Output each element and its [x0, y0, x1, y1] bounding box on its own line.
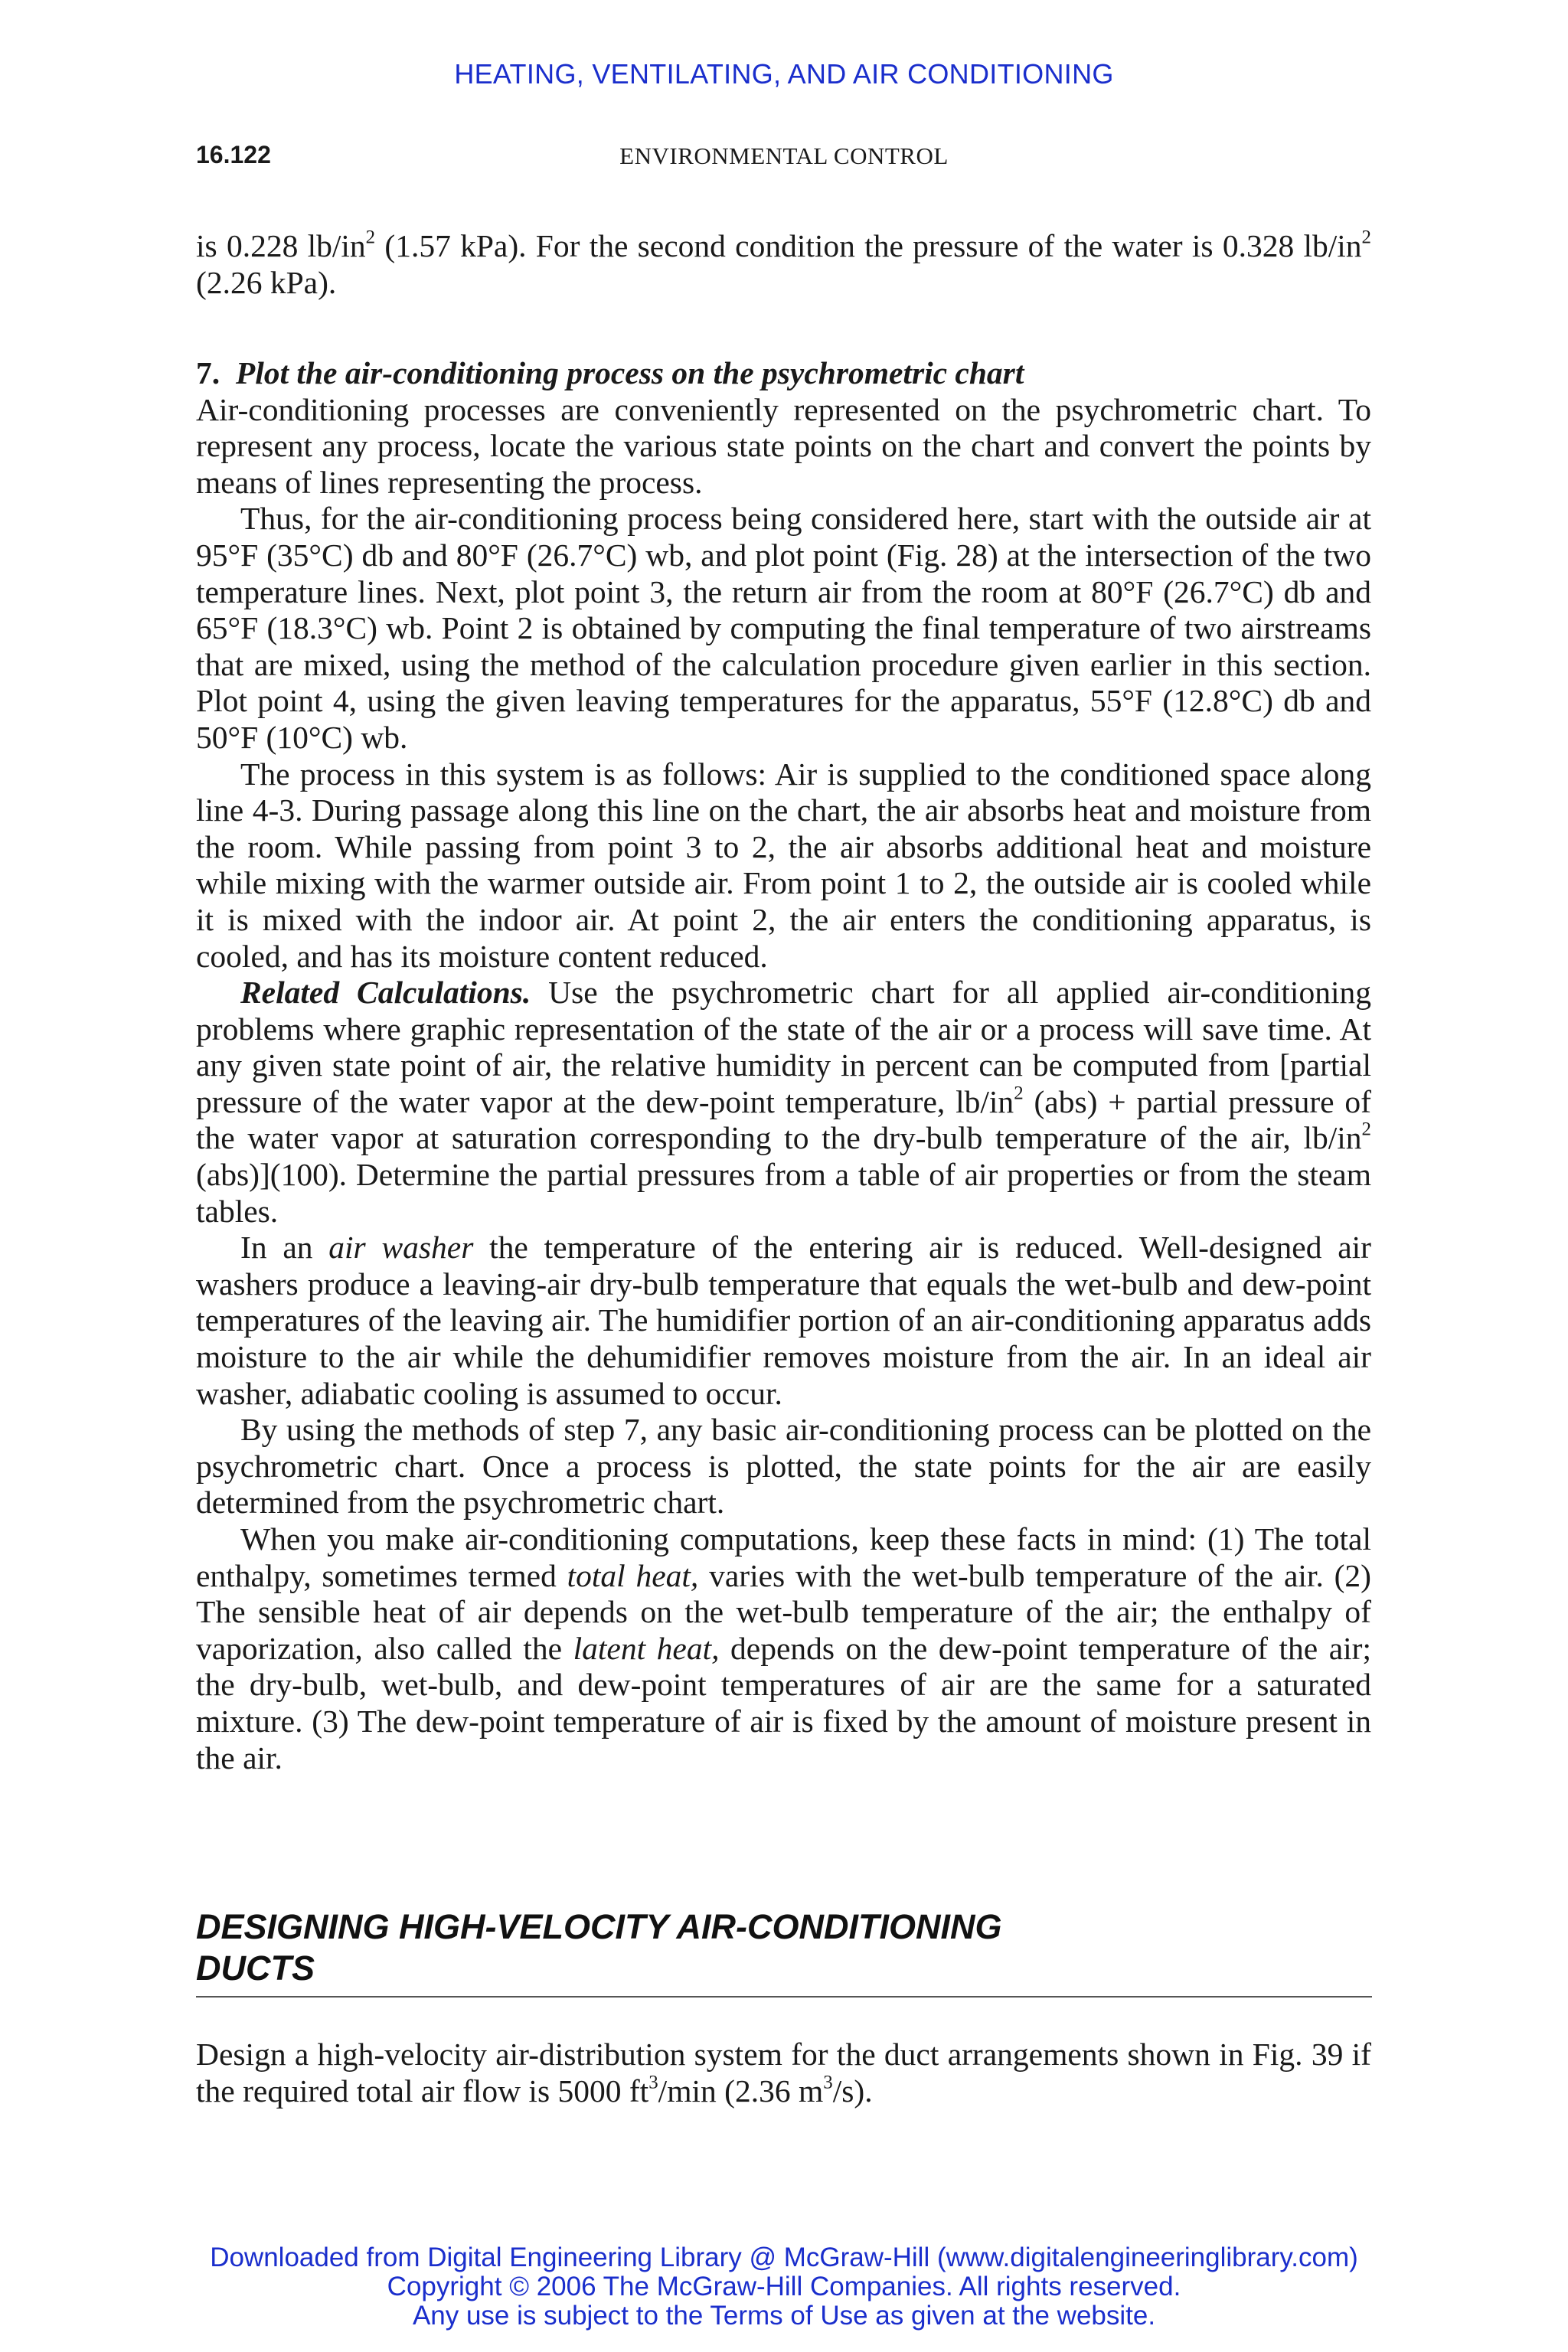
methods-paragraph: By using the methods of step 7, any basic air-conditioning process can be plotted on the psychrometric chart. Once a process is plotted, the state points for the air are easily determined from the psychrometric chart. — [196, 1412, 1371, 1521]
step-7-paragraph-3: The process in this system is as follows: Air is supplied to the conditioned space along line 4-3. During passage along this line on the chart, the air absorbs heat and moisture from the room. While passing from point 3 to 2, the air absorbs additional heat and moisture while mixing with the warmer outside air. From point 1 to 2, the outside air is cooled while it is mixed with the indoor air. At point 2, the air enters the conditioning apparatus, is cooled, and has its moisture content reduced. — [196, 756, 1371, 974]
step-7-block — [196, 355, 1371, 1776]
page-header — [196, 141, 1372, 175]
related-calculations-lead: Related Calculations. — [240, 975, 531, 1011]
section-intro-paragraph: Design a high-velocity air-distribution system for the duct arrangements shown in Fig. 39 if the required total air flow is 5000 $ft^3/\min$ (2.36 $m^3/s$). — [196, 2037, 1371, 2109]
footer-terms-line: Any use is subject to the Terms of Use as given at the website. — [412, 2301, 1156, 2331]
intro-paragraph: is 0.228 $lb/in^2$ (1.57 kPa). For the second condition the pressure of the water is 0.328 $lb/in^2$ (2.26 kPa). — [196, 227, 1371, 300]
download-footer — [0, 2243, 1568, 2331]
footer-download-line: Downloaded from Digital Engineering Library @ McGraw-Hill (www.digitalengineeringlibrary.com) — [210, 2243, 1358, 2272]
related-calculations-paragraph: Related Calculations. Use the psychrometric chart for all applied air-conditioning problems where graphic representation of the state of the air or a process will save time. At any given state point of air, the relative humidity in percent can be computed from [partial pressure of the water vapor at the dew-point temperature, $lb/in^2$ (abs) + partial pressure of the water vapor at saturation corresponding to the dry-bulb temperature of the air, $lb/in^2$ (abs)](100). Determine the partial pressures from a table of air properties or from the steam tables. — [196, 975, 1371, 1229]
page-number: 16.122 — [196, 141, 271, 168]
section-divider — [196, 1996, 1372, 1998]
step-7-heading: 7. Plot the air-conditioning process on the psychrometric chart — [196, 355, 1024, 390]
footer-copyright-line: Copyright © 2006 The McGraw-Hill Companies. All rights reserved. — [387, 2272, 1181, 2301]
step-7-paragraph-2: Thus, for the air-conditioning process being considered here, start with the outside air at 95°F (35°C) db and 80°F (26.7°C) wb, and plot point (Fig. 28) at the intersection of the two temperature lines. Next, plot point 3, the return air from the room at 80°F (26.7°C) db and 65°F (18.3°C) wb. Point 2 is obtained by computing the final temperature of two airstreams that are mixed, using the method of the calculation procedure given earlier in this section. Plot point 4, using the given leaving temperatures for the apparatus, 55°F (12.8°C) db and 50°F (10°C) wb. — [196, 501, 1371, 755]
step-7-paragraph-1: Air-conditioning processes are conveniently represented on the psychrometric chart. To represent any process, locate the various state points on the chart and convert the points by means of lines representing the process. — [196, 391, 1371, 500]
section-title: DESIGNING HIGH-VELOCITY AIR-CONDITIONING DUCTS — [196, 1907, 1002, 1988]
running-head: ENVIRONMENTAL CONTROL — [619, 142, 949, 169]
chapter-title: HEATING, VENTILATING, AND AIR CONDITIONING — [454, 58, 1114, 90]
facts-paragraph: When you make air-conditioning computations, keep these facts in mind: (1) The total enthalpy, sometimes termed total heat, varies with the wet-bulb temperature of the air. (2) The sensible heat of air depends on the wet-bulb temperature of the air; the enthalpy of vaporization, also called the latent heat, depends on the dew-point temperature of the air; the dry-bulb, wet-bulb, and dew-point temperatures of air are the same for a saturated mixture. (3) The dew-point temperature of air is fixed by the amount of moisture present in the air. — [196, 1521, 1372, 1775]
air-washer-paragraph: In an air washer the temperature of the entering air is reduced. Well-designed air washers produce a leaving-air dry-bulb temperature that equals the wet-bulb and dew-point temperatures of the leaving air. The humidifier portion of an air-conditioning apparatus adds moisture to the air while the dehumidifier removes moisture from the air. In an ideal air washer, adiabatic cooling is assumed to occur. — [196, 1230, 1371, 1411]
